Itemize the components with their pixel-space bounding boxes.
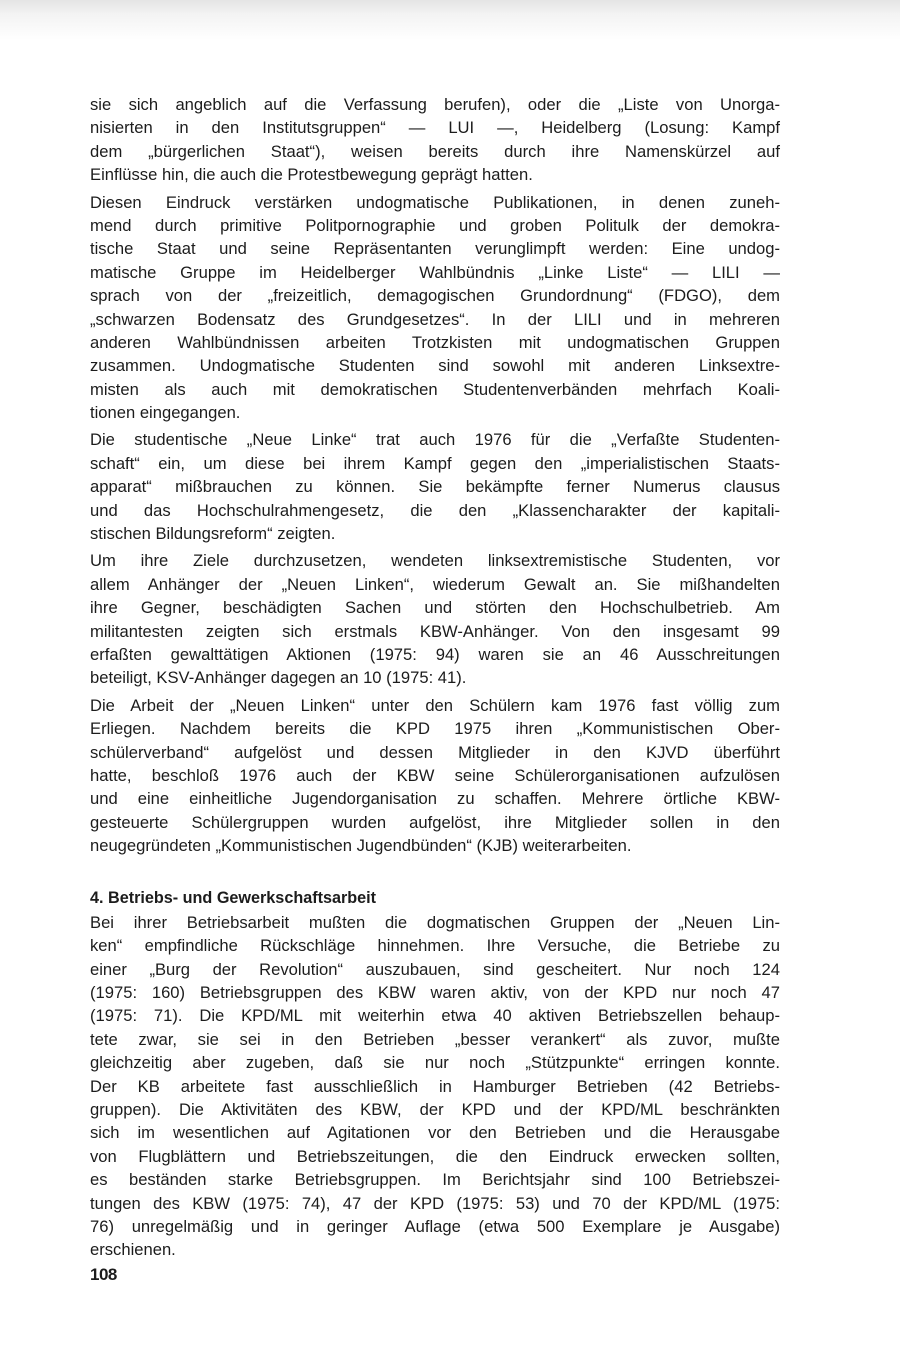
text-line: militantesten zeigten sich erstmals KBW-Anhänger. Von den insgesamt 99	[90, 621, 780, 641]
text-line: Um ihre Ziele durchzusetzen, wendeten linksextremistische Studenten, vor	[90, 551, 780, 571]
text-line: stischen Bildungsreform“ zeigten.	[90, 524, 336, 544]
document-page	[90, 93, 780, 1262]
scan-shadow	[0, 0, 900, 40]
text-line: apparat“ mißbrauchen zu können. Sie bekämpfte ferner Numerus clausus	[90, 477, 780, 497]
text-line: misten als auch mit demokratischen Studentenverbänden mehrfach Koali-	[90, 379, 780, 399]
text-line: zusammen. Undogmatische Studenten sind sowohl mit anderen Linksextre-	[90, 356, 780, 376]
text-line: sie sich angeblich auf die Verfassung berufen), oder die „Liste von Unorga-	[90, 95, 780, 114]
text-line: tionen eingegangen.	[90, 403, 241, 423]
text-line: Diesen Eindruck verstärken undogmatische Publikationen, in denen zuneh-	[90, 192, 780, 212]
text-line: es beständen starke Betriebsgruppen. Im Berichtsjahr sind 100 Betriebszei-	[90, 1170, 780, 1190]
text-line: schülerverband“ aufgelöst und dessen Mitglieder in den KJVD überführt	[90, 742, 780, 762]
text-line: mend durch primitive Politpornographie und groben Politulk der demokra-	[90, 215, 780, 235]
text-line: matische Gruppe im Heidelberger Wahlbündnis „Linke Liste“ — LILI —	[90, 262, 780, 282]
text-line: „schwarzen Bodensatz des Grundgesetzes“. In der LILI und in mehreren	[90, 309, 780, 329]
paragraph	[90, 191, 780, 425]
body-text	[90, 93, 780, 858]
text-line: Bei ihrer Betriebsarbeit mußten die dogmatischen Gruppen der „Neuen Lin-	[90, 912, 780, 932]
paragraph	[90, 549, 780, 689]
text-line: sprach von der „freizeitlich, demagogischen Grundordnung“ (FDGO), dem	[90, 286, 780, 306]
page-number: 108	[90, 1265, 117, 1284]
text-line: gesteuerte Schülergruppen wurden aufgelöst, ihre Mitglieder sollen in den	[90, 812, 780, 832]
text-line: dem „bürgerlichen Staat“), weisen bereits durch ihre Namenskürzel auf	[90, 141, 780, 161]
text-line: hatte, beschloß 1976 auch der KBW seine Schülerorganisationen aufzulösen	[90, 765, 780, 785]
text-line: und das Hochschulrahmengesetz, die den „Klassencharakter der kapitali-	[90, 500, 780, 520]
text-line: einer „Burg der Revolution“ auszubauen, sind gescheitert. Nur noch 124	[90, 959, 780, 979]
text-line: gleichzeitig aber zugeben, daß sie nur noch „Stützpunkte“ erringen konnte.	[90, 1053, 780, 1073]
text-line: nisierten in den Institutsgruppen“ — LUI —, Heidelberg (Losung: Kampf	[90, 118, 780, 138]
text-line: von Flugblättern und Betriebszeitungen, die den Eindruck erwecken sollten,	[90, 1146, 780, 1166]
paragraph	[90, 694, 780, 858]
text-line: allem Anhänger der „Neuen Linken“, wiederum Gewalt an. Sie mißhandelten	[90, 574, 780, 594]
section-paragraph	[90, 911, 780, 1262]
text-line: erfaßten gewalttätigen Aktionen (1975: 94) waren sie an 46 Ausschreitungen	[90, 644, 780, 664]
section-body	[90, 911, 780, 1262]
text-line: und eine einheitliche Jugendorganisation zu schaffen. Mehrere örtliche KBW-	[90, 789, 780, 809]
text-line: gruppen). Die Aktivitäten des KBW, der KPD und der KPD/ML beschränkten	[90, 1100, 780, 1120]
section-heading: 4. Betriebs- und Gewerkschaftsarbeit	[90, 888, 377, 907]
text-line: neugegründeten „Kommunistischen Jugendbünden“ (KJB) weiterarbeiten.	[90, 836, 632, 856]
text-line: Einflüsse hin, die auch die Protestbewegung geprägt hatten.	[90, 165, 533, 185]
text-line: ihre Gegner, beschädigten Sachen und störten den Hochschulbetrieb. Am	[90, 598, 780, 618]
text-line: sich im wesentlichen auf Agitationen vor den Betrieben und die Herausgabe	[90, 1123, 780, 1143]
text-line: Die studentische „Neue Linke“ trat auch 1976 für die „Verfaßte Studenten-	[90, 430, 780, 450]
text-line: Die Arbeit der „Neuen Linken“ unter den Schülern kam 1976 fast völlig zum	[90, 695, 780, 715]
text-line: schaft“ ein, um diese bei ihrem Kampf gegen den „imperialistischen Staats-	[90, 453, 780, 473]
text-line: tungen des KBW (1975: 74), 47 der KPD (1975: 53) und 70 der KPD/ML (1975:	[90, 1193, 780, 1213]
text-line: Der KB arbeitete fast ausschließlich in Hamburger Betrieben (42 Betriebs-	[90, 1076, 780, 1096]
paragraph	[90, 93, 780, 187]
text-line: Erliegen. Nachdem bereits die KPD 1975 ihren „Kommunistischen Ober-	[90, 719, 780, 739]
text-line: ken“ empfindliche Rückschläge hinnehmen. Ihre Versuche, die Betriebe zu	[90, 936, 780, 956]
text-line: anderen Wahlbündnissen arbeiten Trotzkisten mit undogmatischen Gruppen	[90, 332, 780, 352]
text-line: tische Staat und seine Repräsentanten verunglimpft werden: Eine undog-	[90, 239, 780, 259]
text-line: erschienen.	[90, 1240, 176, 1260]
text-line: (1975: 71). Die KPD/ML mit weiterhin etwa 40 aktiven Betriebszellen behaup-	[90, 1006, 780, 1026]
text-line: tete zwar, sie sei in den Betrieben „besser verankert“ als zuvor, mußte	[90, 1029, 780, 1049]
text-line: (1975: 160) Betriebsgruppen des KBW waren aktiv, von der KPD nur noch 47	[90, 983, 780, 1003]
text-line: beteiligt, KSV-Anhänger dagegen an 10 (1975: 41).	[90, 668, 467, 688]
text-line: 76) unregelmäßig und in geringer Auflage (etwa 500 Exemplare je Ausgabe)	[90, 1216, 780, 1236]
paragraph	[90, 428, 780, 545]
